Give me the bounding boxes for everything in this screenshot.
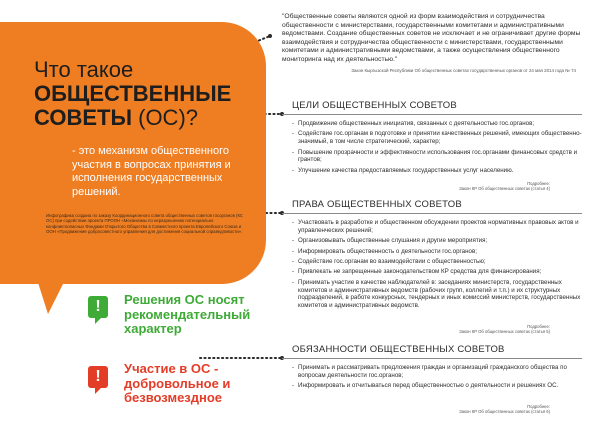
green-exclamation-icon: ! (88, 296, 108, 318)
title-line-2: ОБЩЕСТВЕННЫЕ (34, 81, 232, 106)
list-item: - Продвижение общественных инициатив, связанных с деятельностью гос.органов; (292, 120, 582, 128)
list-item: - Принимать и рассматривать предложения граждан и организаций гражданского общества по вопросам деятельности гос.органов; (292, 364, 582, 380)
list-item: - Содействие гос.органам в подготовке и принятии качественных решений, имеющих общественно-значимый, в том числе стратегический, характер; (292, 130, 582, 146)
title-line-3 (34, 106, 198, 130)
quote-source: Закон Кыргызской Республики Об общественных советах государственных органов от 24 мая 2014 года № 74 (351, 67, 576, 73)
list-item: - Принимать участие в качестве наблюдателей в: заседаниях министерств, государственных комитетов и административных ведомств (рабочих групп, коллегий и т.п.) и их структурных подразделений, в работе конкурсных, тендерных и иных комиссий министерств, государственных комитетов и административных ведомств. (292, 279, 582, 310)
list-item: - Участвовать в разработке и общественном обсуждении проектов нормативных правовых актов и управленческих решений; (292, 219, 582, 235)
duties-list (292, 364, 582, 393)
speech-bubble-tail (34, 270, 70, 314)
list-item: - Информировать общественность о деятельности гос.органов; (292, 248, 582, 256)
voluntary-callout: Участие в ОС - добровольное и безвозмездное (124, 361, 231, 405)
duties-footnote-ref: Закон КР Об общественных советах (статья 6) (459, 409, 550, 415)
duties-footnote (459, 404, 550, 414)
recommendation-callout: Решения ОС носят рекомендательный характер (124, 292, 251, 336)
rights-footnote-ref: Закон КР Об общественных советах (статья 5) (459, 329, 550, 335)
list-item: - Содействие гос.органам во взаимодействии с общественностью; (292, 258, 582, 266)
list-item: - Информировать и отчитываться перед общественностью о деятельности и решениях ОС. (292, 382, 582, 390)
rights-divider (282, 213, 582, 214)
rights-list (292, 219, 582, 313)
list-item: - Организовывать общественные слушания и другие мероприятия; (292, 237, 582, 245)
duties-heading: ОБЯЗАННОСТИ ОБЩЕСТВЕННЫХ СОВЕТОВ (292, 344, 505, 355)
goals-list (292, 120, 582, 177)
rights-heading: ПРАВА ОБЩЕСТВЕННЫХ СОВЕТОВ (292, 199, 462, 210)
title-line-1: Что такое (34, 57, 134, 82)
goals-footnote (459, 181, 550, 191)
connector-quote-end (268, 34, 272, 38)
goals-divider (282, 114, 582, 115)
goals-footnote-ref: Закон КР Об общественных советах (статья 4) (459, 186, 550, 192)
rights-footnote (459, 324, 550, 334)
definition-text: - это механизм общественного участия в вопросах принятия и исполнения государственных решений. (72, 145, 231, 198)
credits-note: Инфографика создана по заказу Координационного совета общественных советов госорганов (КС ОС) при содействии проекта ПРООН «Механизмы по неразрешению потенциально конфликтоопасных Фондами Открытого Общества в Совместного проекта Европейского Союза и ООН «Продвижение добросовестного управления для достижения социальной справедливости». (46, 213, 244, 235)
duties-footnote-label: Подробнее: (527, 404, 550, 409)
rights-footnote-label: Подробнее: (527, 324, 550, 329)
law-quote (282, 13, 582, 73)
red-exclamation-icon: ! (88, 366, 108, 388)
title-line-3-rest: (ОС)? (132, 105, 198, 130)
goals-heading: ЦЕЛИ ОБЩЕСТВЕННЫХ СОВЕТОВ (292, 100, 457, 111)
goals-footnote-label: Подробнее: (527, 181, 550, 186)
duties-divider (282, 358, 582, 359)
list-item: - Повышение прозрачности и эффективности использования гос.органами финансовых средств и грантов; (292, 149, 582, 165)
quote-text: "Общественные советы являются одной из форм взаимодействия и сотрудничества общественности с министерствами, государственными комитетами и административными ведомствами. Создание общественных советов не исключает и не ограничивает другие формы взаимодействия и сотрудничества общественности с министерствами, государственными комитетами и административными ведомствами, а также осуществления общественного мониторинга над их деятельностью." (282, 13, 581, 63)
list-item: - Привлекать не запрещенные законодательством КР средства для финансирования; (292, 268, 582, 276)
title-line-3-bold: СОВЕТЫ (34, 105, 132, 130)
list-item: - Улучшение качества предоставляемых государственных услуг населению. (292, 167, 582, 175)
